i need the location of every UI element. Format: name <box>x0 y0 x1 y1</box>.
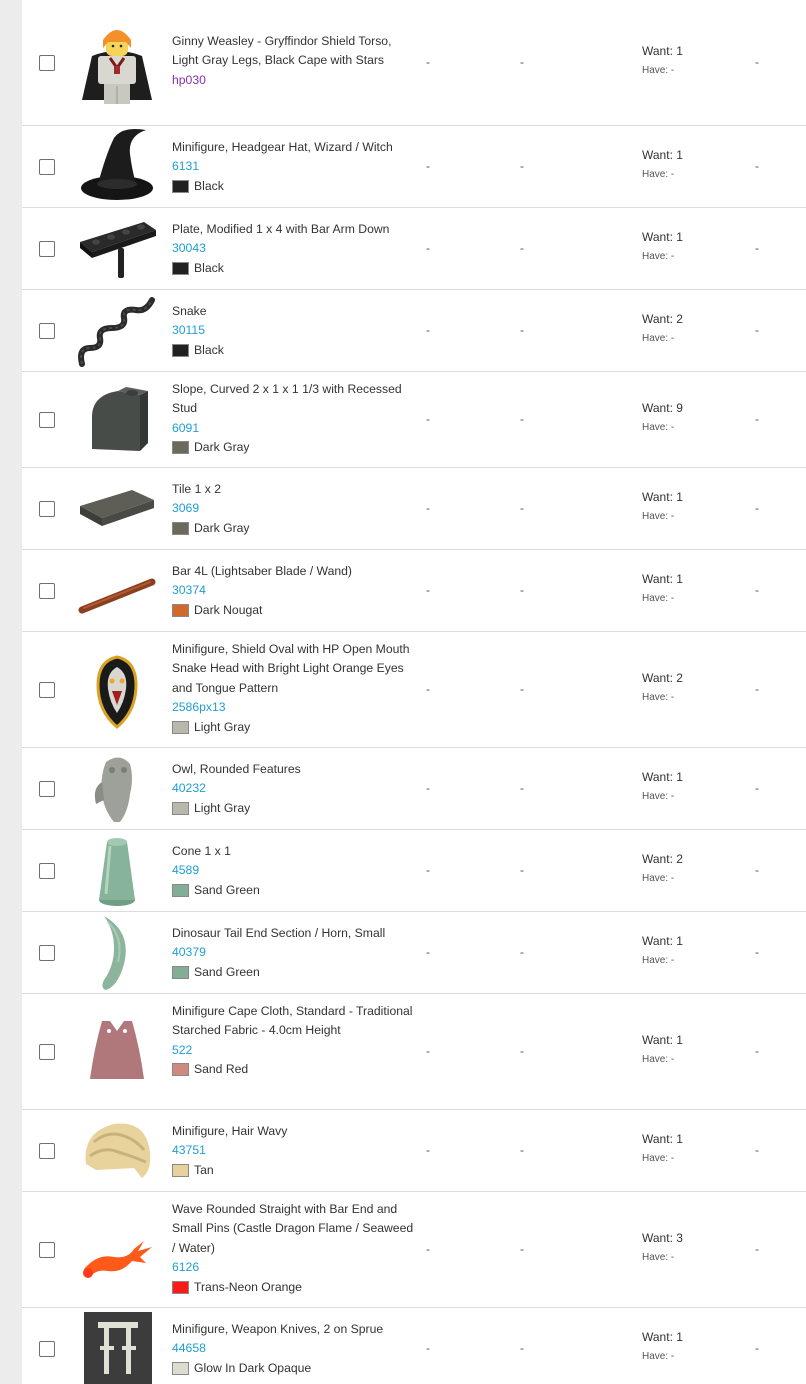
color-swatch <box>172 604 189 617</box>
list-item <box>22 1110 806 1192</box>
list-item <box>22 0 806 126</box>
want-have <box>642 398 683 438</box>
placeholder-dash: - <box>520 583 524 597</box>
cape-icon[interactable] <box>74 1009 160 1095</box>
want-have <box>642 1030 683 1070</box>
placeholder-dash: - <box>755 1341 759 1355</box>
wanted-items-list <box>22 0 806 1384</box>
want-have <box>642 767 683 807</box>
list-item <box>22 994 806 1110</box>
color-swatch <box>172 1164 189 1177</box>
color-swatch <box>172 884 189 897</box>
item-info <box>172 380 417 458</box>
select-item-checkbox[interactable] <box>39 412 55 428</box>
list-item <box>22 290 806 372</box>
list-item <box>22 912 806 994</box>
placeholder-dash: - <box>755 159 759 173</box>
item-id-link[interactable]: 522 <box>172 1042 193 1057</box>
want-have <box>642 1327 683 1367</box>
color-name: Tan <box>194 1162 214 1177</box>
select-item-checkbox[interactable] <box>39 863 55 879</box>
item-name: Slope, Curved 2 x 1 x 1 1/3 with Recessed Stud <box>172 382 402 416</box>
want-have <box>642 931 683 971</box>
placeholder-dash: - <box>520 1143 524 1157</box>
item-color <box>172 718 417 737</box>
item-id-link[interactable]: 40232 <box>172 781 206 796</box>
item-info <box>172 924 417 982</box>
placeholder-dash: - <box>426 1242 430 1256</box>
want-count: Want: 2 <box>642 671 683 685</box>
placeholder-dash: - <box>426 781 430 795</box>
hair-wavy-icon[interactable] <box>74 1108 160 1194</box>
color-name: Black <box>194 260 224 275</box>
want-count: Want: 2 <box>642 852 683 866</box>
want-have <box>642 1129 683 1169</box>
list-item <box>22 748 806 830</box>
placeholder-dash: - <box>520 323 524 337</box>
select-item-checkbox[interactable] <box>39 323 55 339</box>
item-name: Tile 1 x 2 <box>172 482 221 496</box>
select-item-checkbox[interactable] <box>39 583 55 599</box>
item-color <box>172 799 417 818</box>
color-swatch <box>172 262 189 275</box>
color-name: Dark Nougat <box>194 602 263 617</box>
placeholder-dash: - <box>755 501 759 515</box>
item-id-link[interactable]: 2586px13 <box>172 700 226 715</box>
item-name: Dinosaur Tail End Section / Horn, Small <box>172 926 386 940</box>
item-info <box>172 1122 417 1180</box>
color-swatch <box>172 441 189 454</box>
item-color <box>172 1161 417 1180</box>
list-item <box>22 632 806 748</box>
placeholder-dash: - <box>755 323 759 337</box>
have-count: Have: - <box>642 1351 675 1362</box>
color-name: Dark Gray <box>194 440 250 455</box>
item-info <box>172 842 417 900</box>
list-item <box>22 830 806 912</box>
want-have <box>642 487 683 527</box>
placeholder-dash: - <box>426 1143 430 1157</box>
want-have <box>642 569 683 609</box>
color-name: Sand Red <box>194 1062 249 1077</box>
have-count: Have: - <box>642 955 675 966</box>
item-info <box>172 32 417 90</box>
placeholder-dash: - <box>755 1242 759 1256</box>
want-have <box>642 145 683 185</box>
have-count: Have: - <box>642 511 675 522</box>
color-swatch <box>172 180 189 193</box>
placeholder-dash: - <box>426 583 430 597</box>
minifigure-ginny-icon[interactable] <box>74 20 160 106</box>
wizard-hat-icon[interactable] <box>74 124 160 210</box>
want-count: Want: 2 <box>642 312 683 326</box>
have-count: Have: - <box>642 791 675 802</box>
horn-icon[interactable] <box>74 910 160 996</box>
have-count: Have: - <box>642 593 675 604</box>
color-name: Sand Green <box>194 964 260 979</box>
knives-sprue-icon[interactable] <box>74 1306 160 1384</box>
placeholder-dash: - <box>520 781 524 795</box>
item-info <box>172 302 417 360</box>
item-name: Cone 1 x 1 <box>172 844 231 858</box>
want-have <box>642 41 683 81</box>
have-count: Have: - <box>642 65 675 76</box>
color-swatch <box>172 966 189 979</box>
want-count: Want: 1 <box>642 1330 683 1344</box>
select-item-checkbox[interactable] <box>39 781 55 797</box>
cone-icon[interactable] <box>74 828 160 914</box>
want-have <box>642 1228 683 1268</box>
curved-slope-icon[interactable] <box>74 377 160 463</box>
item-id-link[interactable]: 30374 <box>172 583 206 598</box>
select-item-checkbox[interactable] <box>39 159 55 175</box>
select-item-checkbox[interactable] <box>39 1341 55 1357</box>
select-item-checkbox[interactable] <box>39 1143 55 1159</box>
placeholder-dash: - <box>426 1341 430 1355</box>
placeholder-dash: - <box>755 1044 759 1058</box>
have-count: Have: - <box>642 873 675 884</box>
have-count: Have: - <box>642 1252 675 1263</box>
want-count: Want: 9 <box>642 401 683 415</box>
shield-snake-icon[interactable] <box>74 647 160 733</box>
item-name: Minifigure, Headgear Hat, Wizard / Witch <box>172 140 393 154</box>
placeholder-dash: - <box>426 945 430 959</box>
want-count: Want: 1 <box>642 44 683 58</box>
list-item <box>22 1308 806 1384</box>
placeholder-dash: - <box>755 682 759 696</box>
have-count: Have: - <box>642 1054 675 1065</box>
want-count: Want: 1 <box>642 934 683 948</box>
want-count: Want: 1 <box>642 148 683 162</box>
item-name: Wave Rounded Straight with Bar End and Small Pins (Castle Dragon Flame / Seaweed / Water) <box>172 1202 414 1255</box>
list-item <box>22 126 806 208</box>
have-count: Have: - <box>642 1153 675 1164</box>
color-swatch <box>172 802 189 815</box>
placeholder-dash: - <box>426 241 430 255</box>
item-color <box>172 1359 417 1378</box>
have-count: Have: - <box>642 333 675 344</box>
item-color <box>172 601 417 620</box>
item-id-link[interactable]: 3069 <box>172 501 200 516</box>
want-have <box>642 849 683 889</box>
item-id-link[interactable]: 44658 <box>172 1341 206 1356</box>
want-count: Want: 1 <box>642 1132 683 1146</box>
select-item-checkbox[interactable] <box>39 501 55 517</box>
placeholder-dash: - <box>426 1044 430 1058</box>
want-have <box>642 227 683 267</box>
want-count: Want: 1 <box>642 230 683 244</box>
color-swatch <box>172 721 189 734</box>
want-count: Want: 1 <box>642 572 683 586</box>
color-name: Light Gray <box>194 719 251 734</box>
placeholder-dash: - <box>755 863 759 877</box>
have-count: Have: - <box>642 692 675 703</box>
item-id-link[interactable]: 4589 <box>172 863 200 878</box>
item-color <box>172 438 417 457</box>
tile-icon[interactable] <box>74 466 160 552</box>
color-name: Trans-Neon Orange <box>194 1279 302 1294</box>
want-count: Want: 1 <box>642 1033 683 1047</box>
want-count: Want: 1 <box>642 490 683 504</box>
item-name: Minifigure Cape Cloth, Standard - Traditional Starched Fabric - 4.0cm Height <box>172 1004 413 1038</box>
color-name: Glow In Dark Opaque <box>194 1360 312 1375</box>
item-name: Bar 4L (Lightsaber Blade / Wand) <box>172 564 352 578</box>
placeholder-dash: - <box>520 241 524 255</box>
color-swatch <box>172 1362 189 1375</box>
have-count: Have: - <box>642 251 675 262</box>
placeholder-dash: - <box>426 159 430 173</box>
item-info <box>172 640 417 737</box>
placeholder-dash: - <box>520 863 524 877</box>
plate-bar-arm-icon[interactable] <box>74 206 160 292</box>
color-name: Dark Gray <box>194 520 250 535</box>
list-item <box>22 372 806 468</box>
placeholder-dash: - <box>520 501 524 515</box>
placeholder-dash: - <box>520 55 524 69</box>
placeholder-dash: - <box>755 412 759 426</box>
placeholder-dash: - <box>755 55 759 69</box>
placeholder-dash: - <box>755 945 759 959</box>
placeholder-dash: - <box>520 159 524 173</box>
item-id-link[interactable]: 6131 <box>172 159 200 174</box>
list-item <box>22 468 806 550</box>
have-count: Have: - <box>642 169 675 180</box>
item-id-link[interactable]: 30043 <box>172 241 206 256</box>
select-item-checkbox[interactable] <box>39 1044 55 1060</box>
placeholder-dash: - <box>426 412 430 426</box>
item-name: Minifigure, Weapon Knives, 2 on Sprue <box>172 1322 384 1336</box>
item-id-link[interactable]: hp030 <box>172 72 206 87</box>
have-count: Have: - <box>642 422 675 433</box>
want-count: Want: 1 <box>642 770 683 784</box>
color-name: Sand Green <box>194 882 260 897</box>
want-have <box>642 668 683 708</box>
item-info <box>172 220 417 278</box>
item-name: Minifigure, Hair Wavy <box>172 1124 288 1138</box>
item-name: Plate, Modified 1 x 4 with Bar Arm Down <box>172 222 390 236</box>
item-id-link[interactable]: 30115 <box>172 323 205 338</box>
item-color <box>172 963 417 982</box>
placeholder-dash: - <box>755 781 759 795</box>
owl-icon[interactable] <box>74 746 160 832</box>
bar-wand-icon[interactable] <box>74 548 160 634</box>
placeholder-dash: - <box>520 945 524 959</box>
placeholder-dash: - <box>520 1242 524 1256</box>
list-item <box>22 550 806 632</box>
color-swatch <box>172 522 189 535</box>
color-swatch <box>172 344 189 357</box>
item-color <box>172 881 417 900</box>
item-id-link[interactable]: 43751 <box>172 1143 206 1158</box>
item-color <box>172 1278 417 1297</box>
item-info <box>172 562 417 620</box>
select-item-checkbox[interactable] <box>39 1242 55 1258</box>
item-color <box>172 341 417 360</box>
item-info <box>172 480 417 538</box>
item-info <box>172 1200 417 1297</box>
placeholder-dash: - <box>520 682 524 696</box>
color-name: Black <box>194 342 224 357</box>
placeholder-dash: - <box>520 1341 524 1355</box>
select-item-checkbox[interactable] <box>39 682 55 698</box>
item-name: Owl, Rounded Features <box>172 762 301 776</box>
placeholder-dash: - <box>426 863 430 877</box>
item-info <box>172 1002 417 1080</box>
item-info <box>172 138 417 196</box>
placeholder-dash: - <box>426 682 430 696</box>
color-swatch <box>172 1063 189 1076</box>
placeholder-dash: - <box>426 323 430 337</box>
item-info <box>172 1320 417 1378</box>
want-have <box>642 309 683 349</box>
placeholder-dash: - <box>426 55 430 69</box>
list-item <box>22 1192 806 1308</box>
placeholder-dash: - <box>755 583 759 597</box>
item-name: Minifigure, Shield Oval with HP Open Mouth Snake Head with Bright Light Orange Eyes and Tongue Pattern <box>172 642 410 695</box>
item-id-link[interactable]: 6126 <box>172 1260 200 1275</box>
item-name: Ginny Weasley - Gryffindor Shield Torso, Light Gray Legs, Black Cape with Stars <box>172 34 392 68</box>
want-count: Want: 3 <box>642 1231 683 1245</box>
item-color <box>172 259 417 278</box>
placeholder-dash: - <box>755 241 759 255</box>
select-item-checkbox[interactable] <box>39 55 55 71</box>
item-color <box>172 177 417 196</box>
item-color <box>172 1060 417 1079</box>
item-info <box>172 760 417 818</box>
placeholder-dash: - <box>755 1143 759 1157</box>
item-color <box>172 519 417 538</box>
item-id-link[interactable]: 6091 <box>172 420 200 435</box>
color-name: Black <box>194 178 224 193</box>
color-swatch <box>172 1281 189 1294</box>
flame-icon[interactable] <box>74 1207 160 1293</box>
item-name: Snake <box>172 304 207 318</box>
placeholder-dash: - <box>426 501 430 515</box>
placeholder-dash: - <box>520 412 524 426</box>
placeholder-dash: - <box>520 1044 524 1058</box>
snake-icon[interactable] <box>74 288 160 374</box>
list-item <box>22 208 806 290</box>
color-name: Light Gray <box>194 800 251 815</box>
select-item-checkbox[interactable] <box>39 945 55 961</box>
item-id-link[interactable]: 40379 <box>172 945 206 960</box>
select-item-checkbox[interactable] <box>39 241 55 257</box>
